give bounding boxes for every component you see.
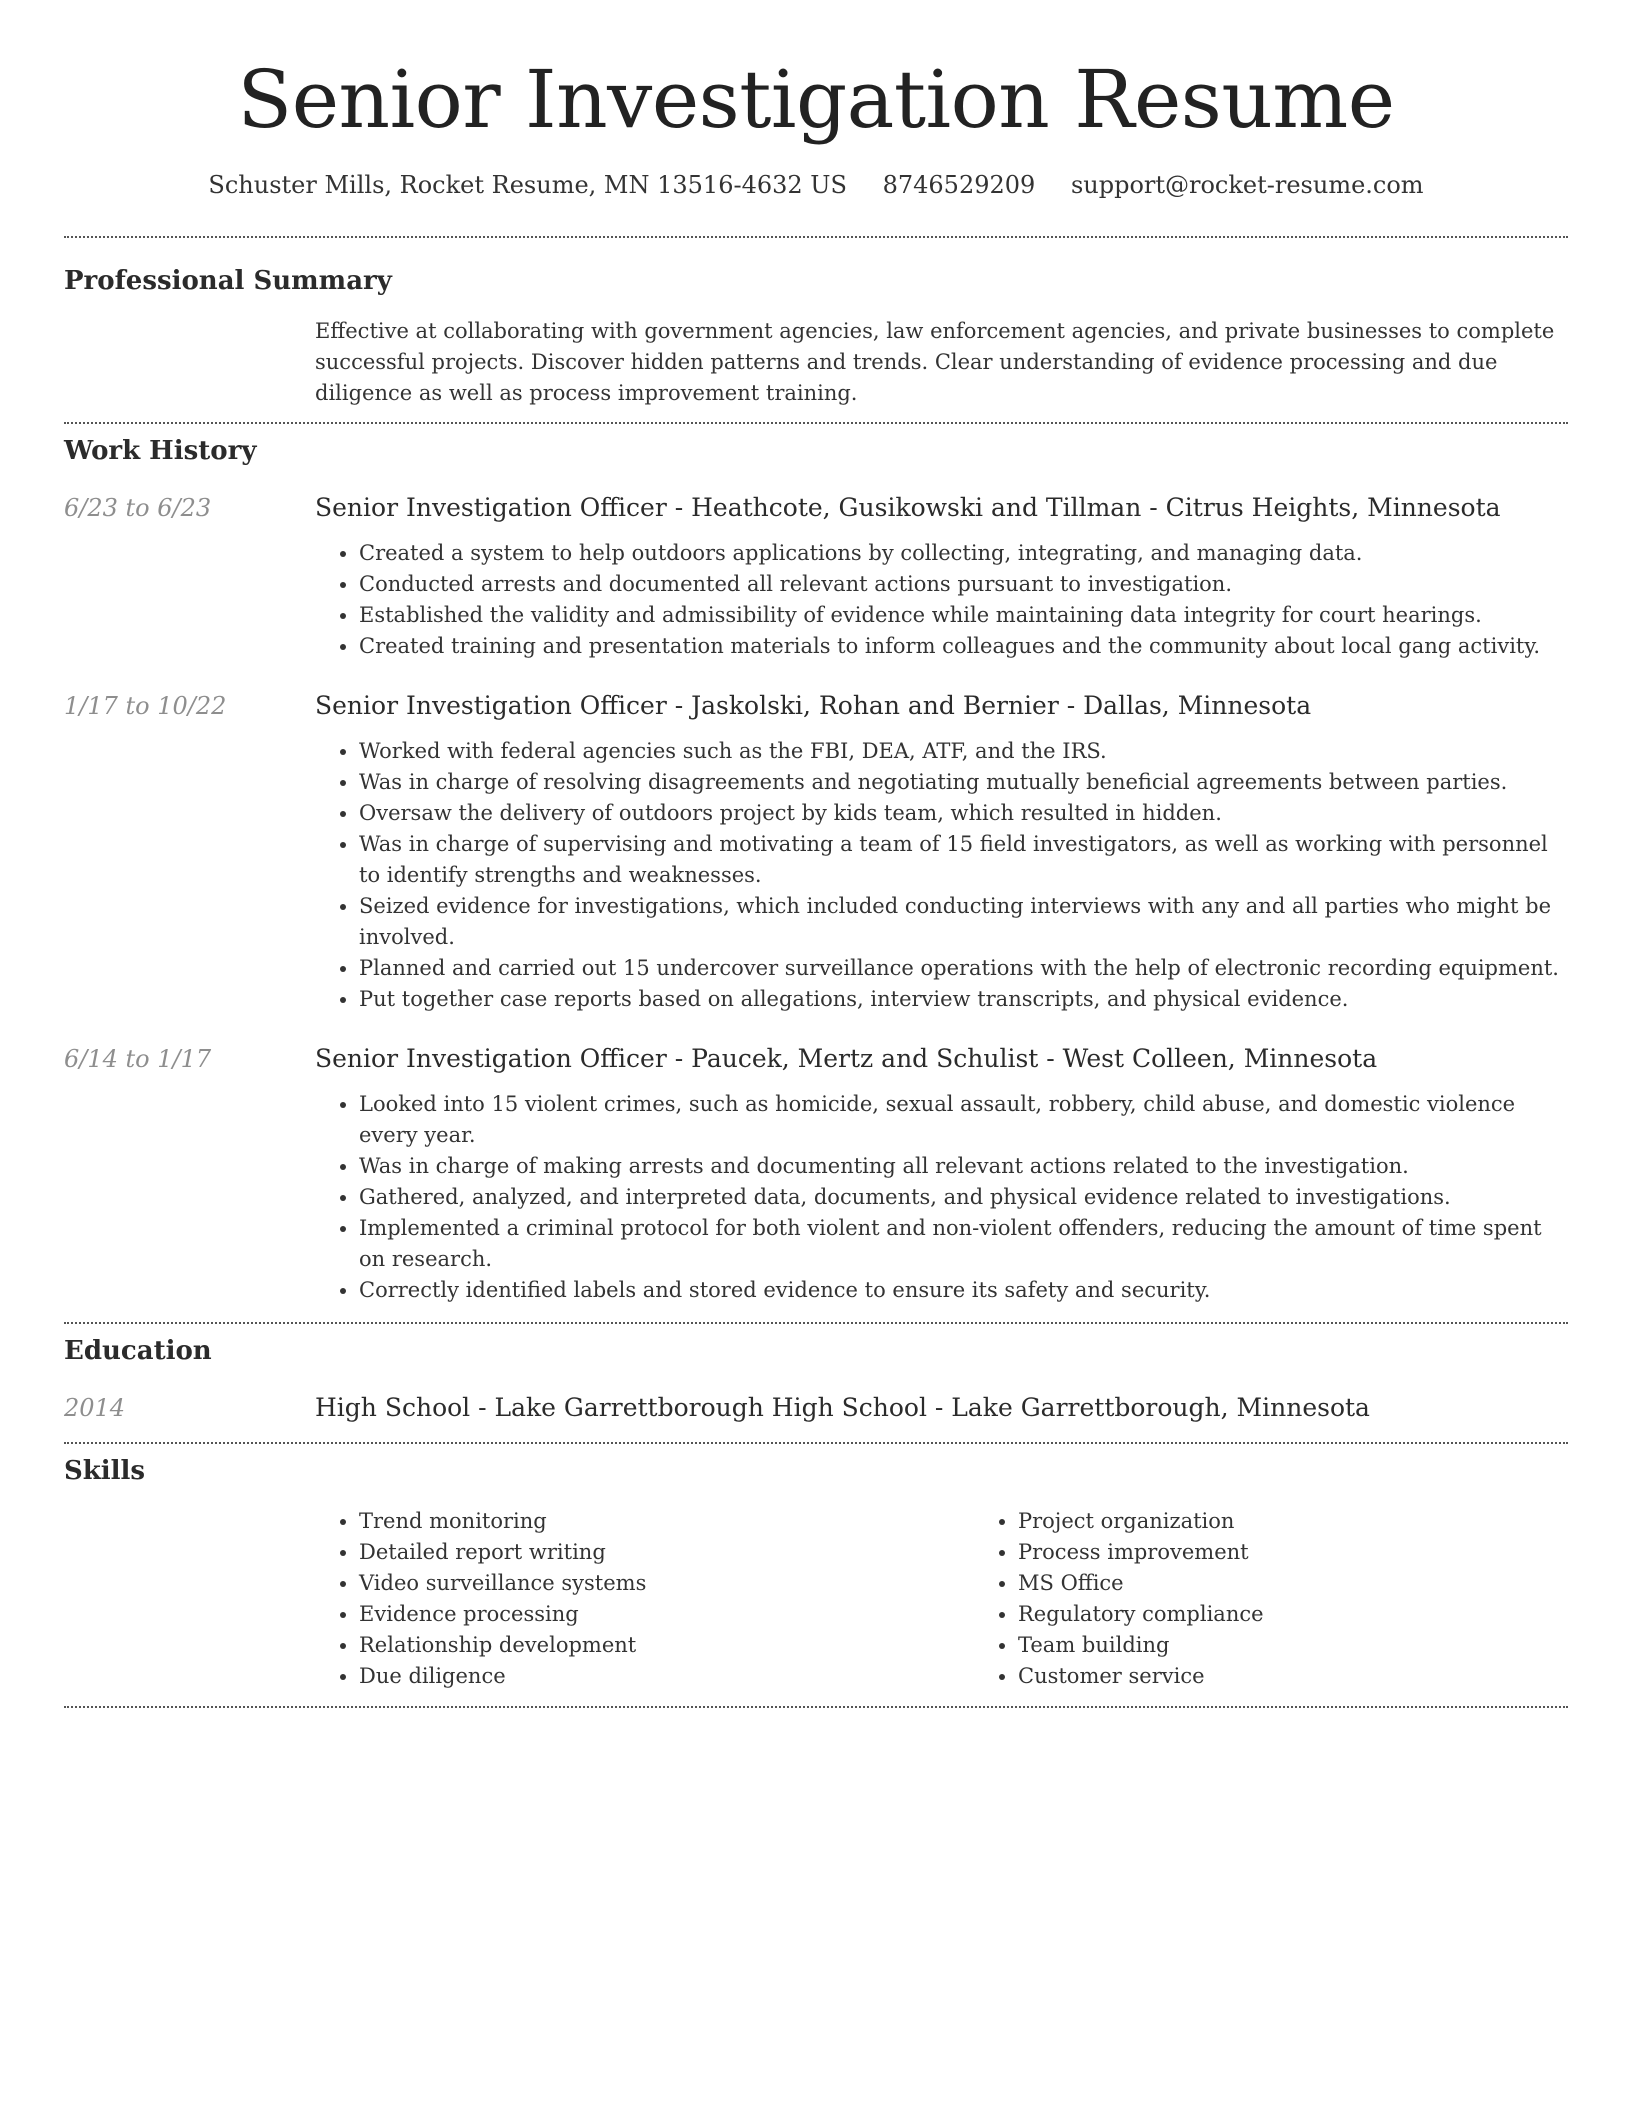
list-item: • Looked into 15 violent crimes, such as homicide, sexual assault, robbery, child abuse, and domestic violence every year.: [359, 1089, 1568, 1151]
job-bullets: [315, 538, 1568, 662]
skill-item: • Due diligence: [359, 1661, 974, 1692]
skills-section: [64, 1454, 1568, 1692]
summary-heading: Professional Summary: [64, 266, 392, 296]
work-history-heading: Work History: [64, 436, 257, 466]
list-item: • Was in charge of making arrests and documenting all relevant actions related to the investigation.: [359, 1151, 1568, 1182]
list-item: • Gathered, analyzed, and interpreted data, documents, and physical evidence related to investigations.: [359, 1182, 1568, 1213]
contact-phone: 8746529209: [882, 171, 1036, 199]
skill-item: • Project organization: [1018, 1506, 1632, 1537]
section-divider: [64, 236, 1568, 238]
section-divider: [64, 1706, 1568, 1708]
job-entry: [64, 1043, 1568, 1306]
job-title: Senior Investigation Officer - Jaskolski, Rohan and Bernier - Dallas, Minnesota: [315, 691, 1312, 720]
list-item: • Worked with federal agencies such as the FBI, DEA, ATF, and the IRS.: [359, 736, 1568, 767]
skill-item: • Evidence processing: [359, 1599, 974, 1630]
skill-item: • Team building: [1018, 1630, 1632, 1661]
job-title: Senior Investigation Officer - Heathcote, Gusikowski and Tillman - Citrus Heights, Minnesota: [315, 493, 1501, 522]
education-heading: Education: [64, 1336, 212, 1366]
education-section: [64, 1334, 1568, 1424]
list-item: • Established the validity and admissibility of evidence while maintaining data integrity for court hearings.: [359, 600, 1568, 631]
skill-item: • Regulatory compliance: [1018, 1599, 1632, 1630]
job-dates: 6/14 to 1/17: [64, 1045, 212, 1073]
skills-heading: Skills: [64, 1456, 146, 1486]
education-entry: [64, 1392, 1568, 1424]
contact-email: support@rocket-resume.com: [1070, 171, 1424, 199]
section-divider: [64, 422, 1568, 424]
job-dates: 6/23 to 6/23: [64, 494, 212, 522]
skills-columns: [315, 1506, 1632, 1692]
job-dates: 1/17 to 10/22: [64, 692, 227, 720]
list-item: • Created training and presentation materials to inform colleagues and the community about local gang activity.: [359, 631, 1568, 662]
education-year: 2014: [64, 1394, 126, 1422]
list-item: • Planned and carried out 15 undercover surveillance operations with the help of electronic recording equipment.: [359, 953, 1568, 984]
list-item: • Was in charge of resolving disagreements and negotiating mutually beneficial agreements between parties.: [359, 767, 1568, 798]
contact-line: [64, 168, 1568, 202]
skill-item: • Process improvement: [1018, 1537, 1632, 1568]
section-divider: [64, 1442, 1568, 1444]
skill-item: • Relationship development: [359, 1630, 974, 1661]
list-item: • Implemented a criminal protocol for both violent and non-violent offenders, reducing the amount of time spent on research.: [359, 1213, 1568, 1275]
job-entry: [64, 492, 1568, 662]
skills-list-left: [315, 1506, 974, 1692]
list-item: • Put together case reports based on allegations, interview transcripts, and physical evidence.: [359, 984, 1568, 1015]
resume-title: Senior Investigation Resume: [237, 53, 1395, 146]
skill-item: • Trend monitoring: [359, 1506, 974, 1537]
summary-section: [64, 264, 1568, 409]
list-item: • Conducted arrests and documented all relevant actions pursuant to investigation.: [359, 569, 1568, 600]
section-divider: [64, 1322, 1568, 1324]
list-item: • Created a system to help outdoors applications by collecting, integrating, and managing data.: [359, 538, 1568, 569]
job-title: Senior Investigation Officer - Paucek, Mertz and Schulist - West Colleen, Minnesota: [315, 1044, 1378, 1073]
summary-text: Effective at collaborating with government agencies, law enforcement agencies, and private businesses to complete successful projects. Discover hidden patterns and trends. Clear understanding of evidence processing and due diligence as well as process improvement training.: [315, 319, 1555, 405]
list-item: • Correctly identified labels and stored evidence to ensure its safety and security.: [359, 1275, 1568, 1306]
job-bullets: [315, 1089, 1568, 1306]
job-entry: [64, 690, 1568, 1015]
work-history-section: [64, 434, 1568, 1306]
list-item: • Was in charge of supervising and motivating a team of 15 field investigators, as well as working with personnel to identify strengths and weaknesses.: [359, 829, 1568, 891]
skill-item: • Detailed report writing: [359, 1537, 974, 1568]
list-item: • Seized evidence for investigations, which included conducting interviews with any and all parties who might be involved.: [359, 891, 1568, 953]
contact-address: Schuster Mills, Rocket Resume, MN 13516-4632 US: [208, 171, 847, 199]
job-bullets: [315, 736, 1568, 1015]
skills-list-right: [974, 1506, 1632, 1692]
list-item: • Oversaw the delivery of outdoors project by kids team, which resulted in hidden.: [359, 798, 1568, 829]
education-title: High School - Lake Garrettborough High School - Lake Garrettborough, Minnesota: [315, 1393, 1370, 1422]
skill-item: • Video surveillance systems: [359, 1568, 974, 1599]
skill-item: • Customer service: [1018, 1661, 1632, 1692]
skill-item: • MS Office: [1018, 1568, 1632, 1599]
